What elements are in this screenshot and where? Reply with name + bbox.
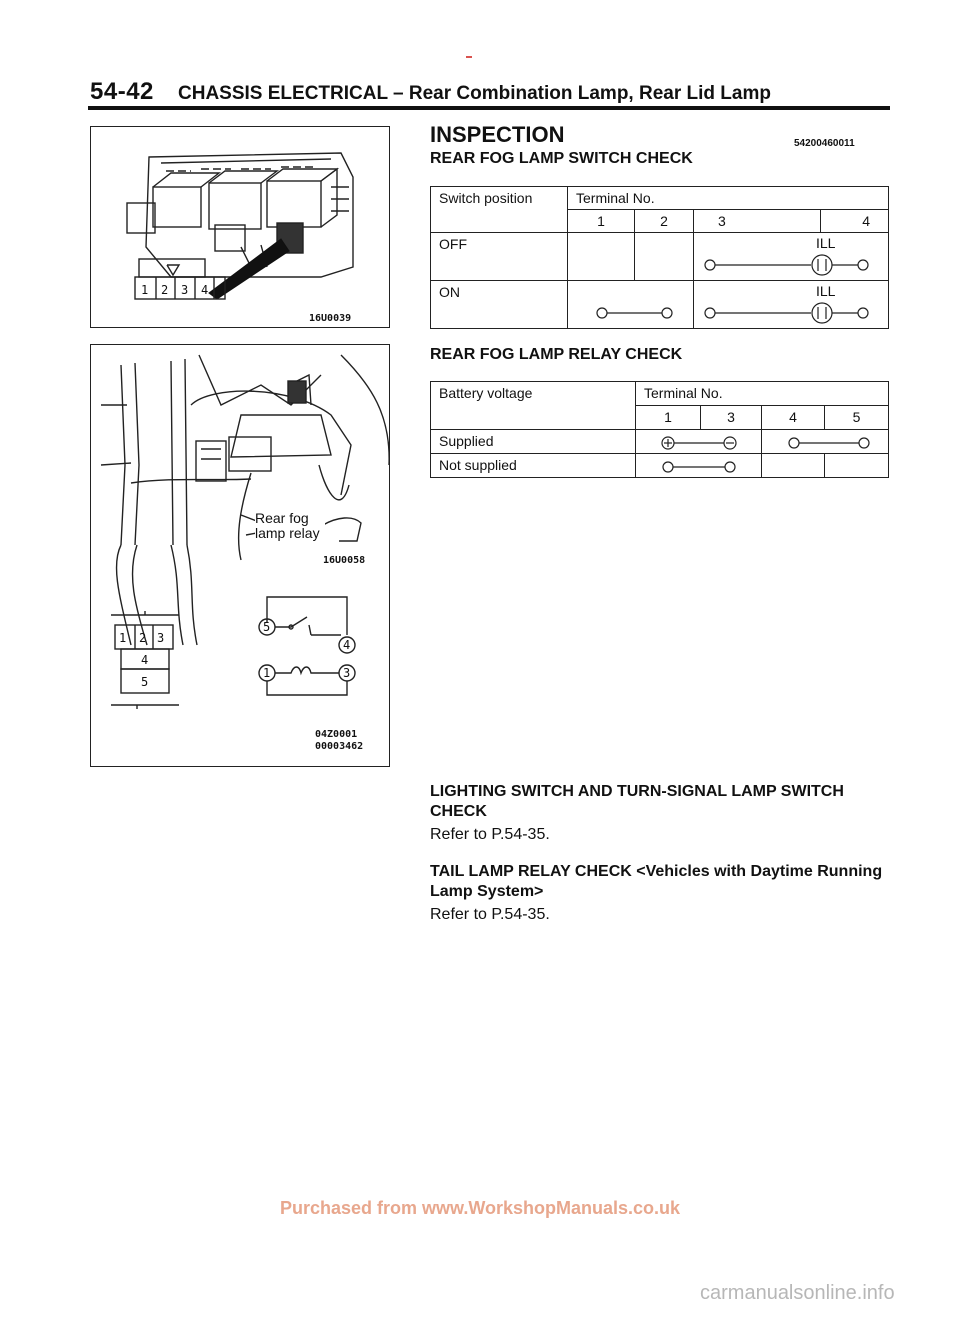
relay-check-table: [430, 381, 889, 478]
relay-pin-1: 1: [263, 666, 271, 680]
relay-callout: Rear fog lamp relay: [255, 511, 325, 541]
relay-row-label: Supplied: [431, 430, 636, 454]
switch-terminal-3: 3: [694, 210, 821, 233]
connector-pin-5: 5: [141, 675, 149, 689]
ill-cell: ILL: [694, 233, 889, 281]
relay-terminal-label-cell: Terminal No.: [636, 382, 889, 406]
tail-relay-heading: TAIL LAMP RELAY CHECK <Vehicles with Daytime Running Lamp System>: [430, 863, 883, 900]
header-rule: [88, 106, 890, 110]
switch-row-off: [431, 233, 889, 281]
switch-figure: [90, 126, 390, 328]
inspection-heading: INSPECTION: [430, 122, 565, 147]
continuity-1-2-on: [568, 281, 692, 329]
supplied-4-5-cell: [762, 430, 889, 454]
connector-pin-3: 3: [157, 631, 165, 645]
on-pins-1-2-cell: [568, 281, 694, 329]
source-watermark: Purchased from www.WorkshopManuals.co.uk: [279, 1198, 681, 1218]
not-supplied-continuity-1-3: [636, 454, 760, 478]
relay-row-supplied: [431, 430, 889, 454]
scan-mark: [466, 56, 472, 58]
switch-pin-3: 3: [181, 283, 189, 297]
relay-terminal-4: 4: [762, 406, 825, 430]
relay-terminal-5: 5: [825, 406, 889, 430]
relay-row-not-supplied: [431, 454, 889, 478]
relay-pin-3: 3: [343, 666, 351, 680]
supplied-1-3-cell: [636, 430, 762, 454]
not-supplied-1-3-cell: [636, 454, 762, 478]
connector-pin-2: 2: [139, 631, 147, 645]
switch-check-table: [430, 186, 889, 329]
relay-figure-code: 16U0058: [323, 555, 366, 566]
switch-row-label: OFF: [431, 233, 568, 281]
doc-id: 54200460011: [794, 138, 855, 149]
relay-pin-5: 5: [263, 620, 271, 634]
switch-terminal-2: 2: [635, 210, 694, 233]
lighting-check-ref: Refer to P.54-35.: [430, 826, 550, 843]
switch-row-label: ON: [431, 281, 568, 329]
relay-check-heading: REAR FOG LAMP RELAY CHECK: [430, 346, 683, 363]
connector-pin-4: 4: [141, 653, 149, 667]
connector-pin-1: 1: [119, 631, 127, 645]
relay-figure: [90, 344, 390, 767]
switch-pin-1: 1: [141, 283, 149, 297]
switch-col-label-cell: Switch position: [431, 187, 568, 233]
relay-terminal-1: 1: [636, 406, 701, 430]
continuity-ill-off: [694, 233, 884, 281]
relay-terminal-3: 3: [701, 406, 762, 430]
figure-code: 16U0039: [309, 313, 352, 324]
site-watermark: carmanualsonline.info: [700, 1282, 895, 1304]
relay-col-label-cell: Battery voltage: [431, 382, 636, 430]
switch-pin-2: 2: [161, 283, 169, 297]
ill-cell: ILL: [694, 281, 889, 329]
switch-check-heading: REAR FOG LAMP SWITCH CHECK: [430, 150, 693, 167]
supplied-polarity: [636, 430, 760, 454]
switch-terminal-1: 1: [568, 210, 635, 233]
tail-relay-ref: Refer to P.54-35.: [430, 906, 550, 923]
switch-row-on: [431, 281, 889, 329]
supplied-continuity-4-5: [762, 430, 893, 454]
switch-illustration: [91, 127, 389, 327]
continuity-ill-on: [694, 281, 884, 329]
page-number: 54-42: [90, 78, 154, 105]
relay-pin-4: 4: [343, 638, 351, 652]
switch-terminal-label-cell: Terminal No.: [568, 187, 889, 210]
page-title: CHASSIS ELECTRICAL – Rear Combination Lamp, Rear Lid Lamp: [178, 83, 771, 104]
connector-code-1: 04Z0001: [315, 729, 358, 740]
connector-code-2: 00003462: [315, 741, 364, 752]
lighting-check-heading: LIGHTING SWITCH AND TURN-SIGNAL LAMP SWITCH CHECK: [430, 783, 844, 820]
switch-pin-4: 4: [201, 283, 209, 297]
relay-row-label: Not supplied: [431, 454, 636, 478]
switch-terminal-4: 4: [821, 210, 889, 233]
